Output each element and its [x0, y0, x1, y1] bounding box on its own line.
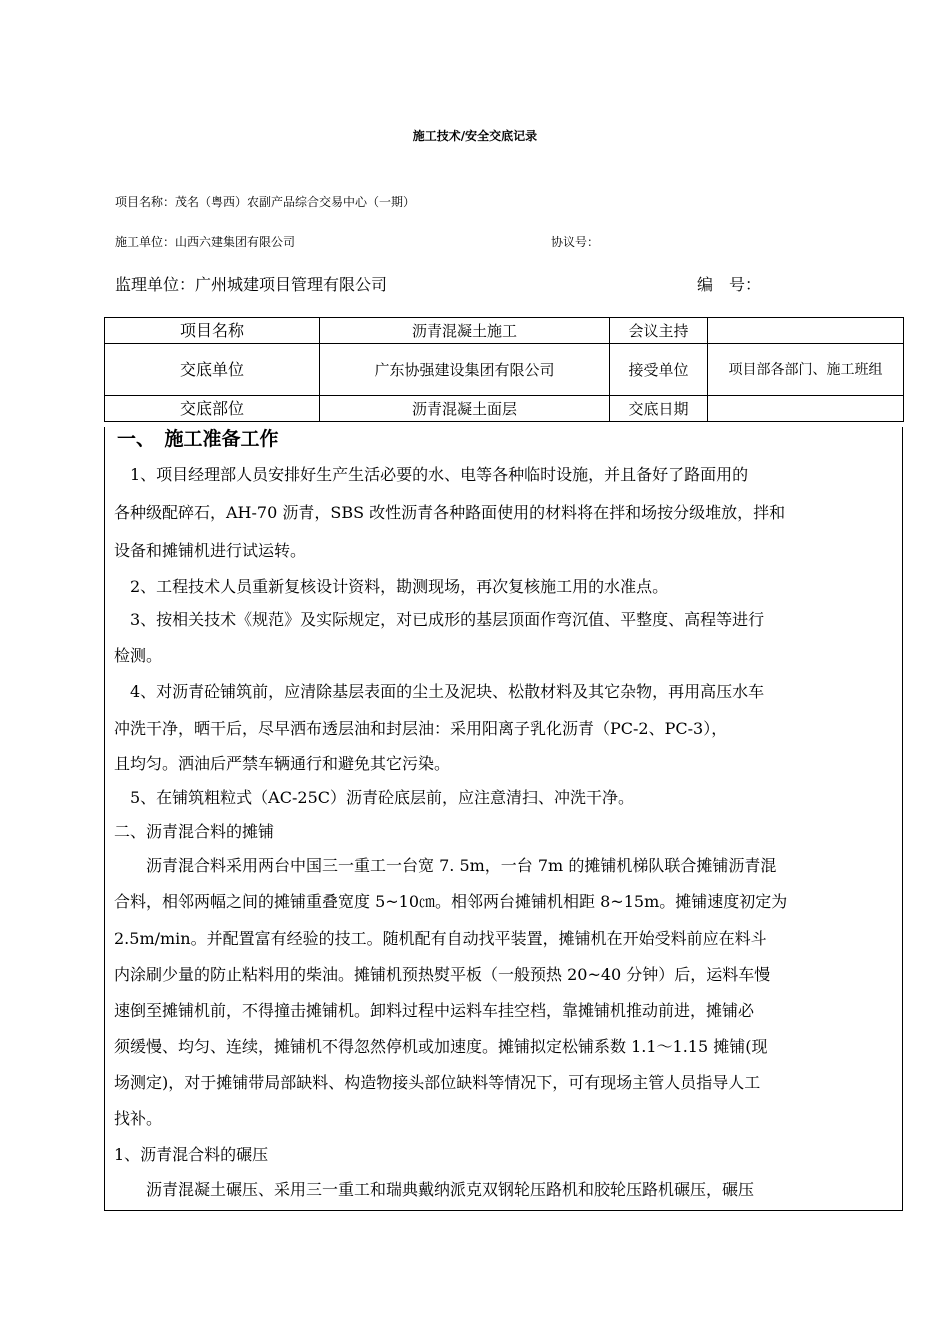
body-line: 内涂刷少量的防止粘料用的柴油。摊铺机预热熨平板（一般预热 20~40 分钟）后，运料车慢	[114, 965, 771, 984]
briefing-content	[104, 427, 903, 1211]
body-line: 合料，相邻两幅之间的摊铺重叠宽度 5~10㎝。相邻两台摊铺机相距 8~15m。摊铺速度初定为	[114, 892, 788, 911]
body-line: 须缓慢、均匀、连续，摊铺机不得忽然停机或加速度。摊铺拟定松铺系数 1.1～1.15 摊铺(现	[114, 1037, 768, 1056]
page-title: 施工技术/安全交底记录	[412, 129, 538, 143]
table-cell: 项目名称	[105, 318, 320, 344]
body-line: 2.5m/min。并配置富有经验的技工。随机配有自动找平装置，摊铺机在开始受料前应在料斗	[114, 929, 767, 948]
section-title: 1、沥青混合料的碾压	[114, 1145, 269, 1164]
body-line: 4、对沥青砼铺筑前，应清除基层表面的尘土及泥块、松散材料及其它杂物，再用高压水车	[114, 682, 765, 701]
supervision-unit: 监理单位：广州城建项目管理有限公司	[115, 275, 388, 294]
table-cell: 交底单位	[105, 344, 320, 396]
body-line: 各种级配碎石，AH-70 沥青，SBS 改性沥青各种路面使用的材料将在拌和场按分级堆放，拌和	[114, 503, 786, 522]
table-row	[105, 396, 904, 422]
body-line: 场测定)，对于摊铺带局部缺料、构造物接头部位缺料等情况下，可有现场主管人员指导人工	[114, 1073, 761, 1092]
body-line: 3、按相关技术《规范》及实际规定，对已成形的基层顶面作弯沉值、平整度、高程等进行	[114, 610, 765, 629]
table-cell: 广东协强建设集团有限公司	[320, 344, 610, 396]
body-line: 冲洗干净，晒干后，尽早洒布透层油和封层油：采用阳离子乳化沥青（PC-2、PC-3），	[114, 719, 728, 738]
project-name: 项目名称：茂名（粤西）农副产品综合交易中心（一期）	[115, 195, 416, 209]
table-cell	[708, 396, 904, 422]
body-line: 设备和摊铺机进行试运转。	[114, 541, 307, 560]
table-cell: 沥青混凝土面层	[320, 396, 610, 422]
construction-unit: 施工单位：山西六建集团有限公司	[115, 235, 296, 249]
table-cell: 交底部位	[105, 396, 320, 422]
table-cell: 接受单位	[610, 344, 708, 396]
serial-number: 编 号：	[697, 275, 762, 294]
body-line: 速倒至摊铺机前，不得撞击摊铺机。卸料过程中运料车挂空档，靠摊铺机推动前进，摊铺必	[114, 1001, 755, 1020]
table-cell: 交底日期	[610, 396, 708, 422]
body-line: 2、工程技术人员重新复核设计资料，勘测现场，再次复核施工用的水准点。	[114, 577, 669, 596]
table-cell: 项目部各部门、施工班组	[708, 344, 904, 396]
section-title: 一、 施工准备工作	[117, 428, 279, 450]
body-line: 沥青混凝土碾压、采用三一重工和瑞典戴纳派克双钢轮压路机和胶轮压路机碾压，碾压	[114, 1180, 755, 1199]
table-row	[105, 344, 904, 396]
body-line: 沥青混合料采用两台中国三一重工一台宽 7. 5m，一台 7m 的摊铺机梯队联合摊铺沥青混	[114, 856, 777, 875]
table-cell: 会议主持	[610, 318, 708, 344]
body-line: 且均匀。洒油后严禁车辆通行和避免其它污染。	[114, 754, 451, 773]
section-title: 二、沥青混合料的摊铺	[114, 822, 275, 841]
body-line: 1、项目经理部人员安排好生产生活必要的水、电等各种临时设施，并且备好了路面用的	[114, 465, 749, 484]
body-line: 找补。	[114, 1109, 163, 1128]
table-cell: 沥青混凝土施工	[320, 318, 610, 344]
table-row	[105, 318, 904, 344]
agreement-number: 协议号：	[551, 235, 600, 249]
body-line: 5、在铺筑粗粒式（AC-25C）沥青砼底层前，应注意清扫、冲洗干净。	[114, 788, 634, 807]
body-line: 检测。	[114, 646, 163, 665]
table-cell	[708, 318, 904, 344]
briefing-info-table	[104, 317, 904, 422]
